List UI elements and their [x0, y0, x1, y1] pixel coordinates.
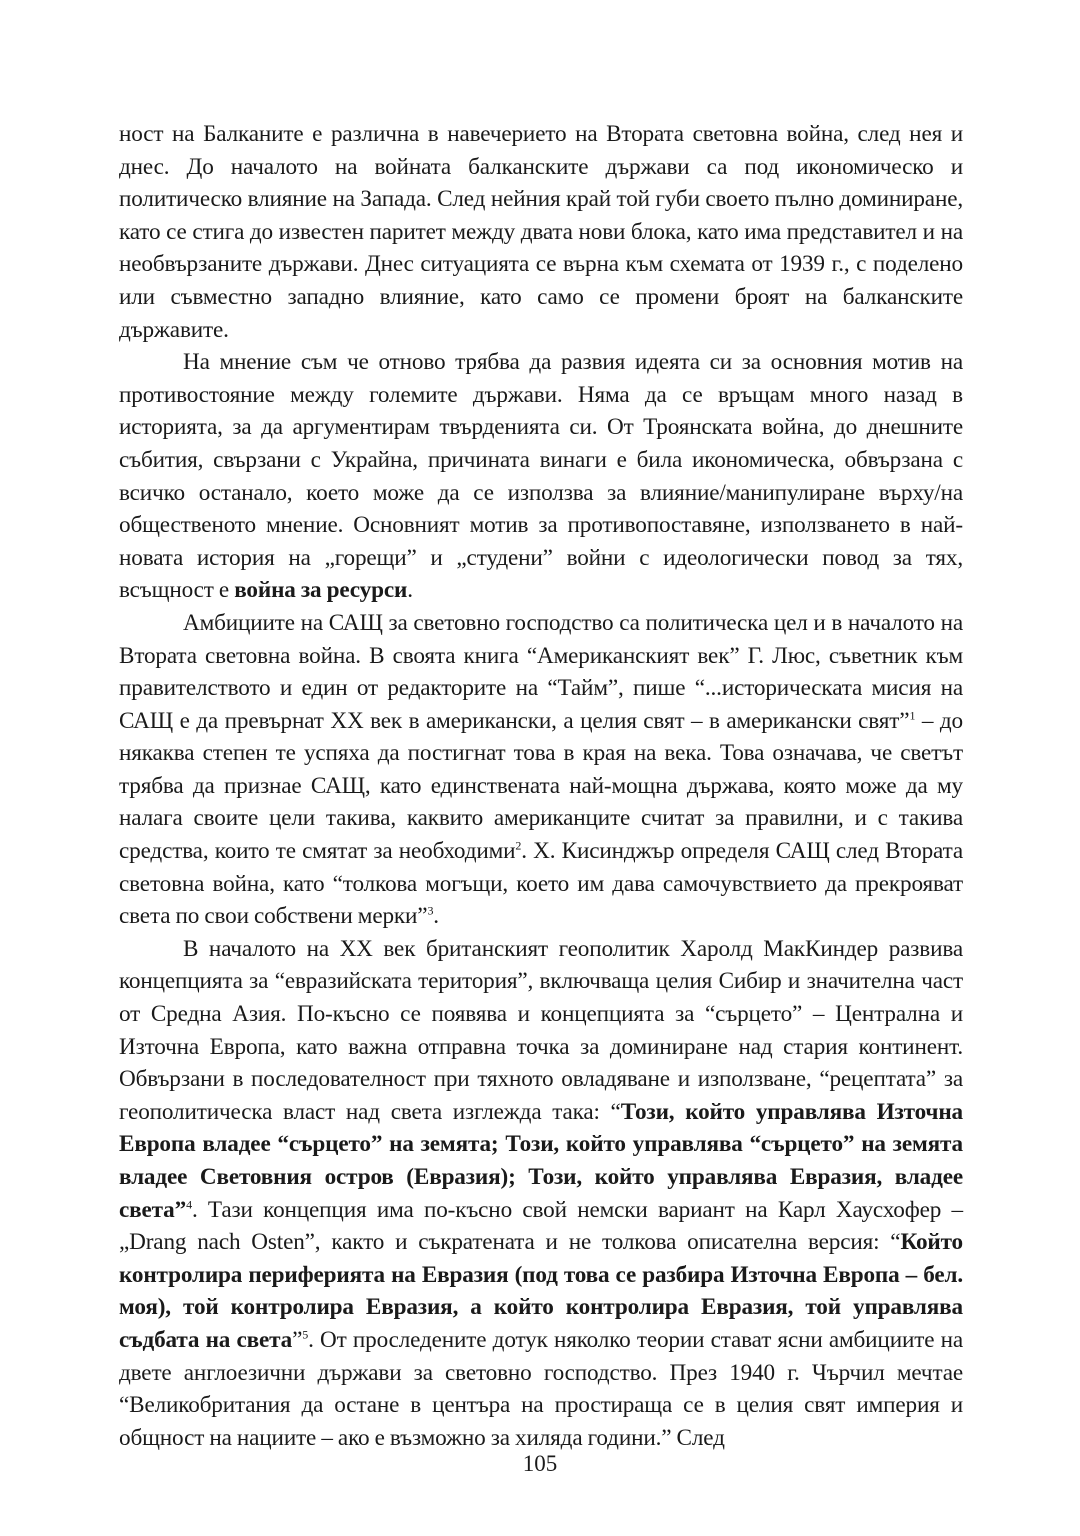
paragraph	[119, 933, 963, 1455]
text-run: . От проследените дотук няколко теории стават ясни амбициите на двете англоезични държави за световно господство. През 1940 г. Чърчил мечтае “Великобритания да остане в центъра на простираща се в целия свят империя и общност на нациите – ако е възможно за хиляда години.” След	[119, 1326, 963, 1451]
footnote-ref: 4	[186, 1196, 192, 1211]
text-run: ност на Балканите е различна в навечерието на Втората световна война, след нея и днес. До началото на войната балканските държави са под икономическо и политическо влияние на Запада. След нейния край той губи своето пълно доминиране, като се стига до известен паритет между двата нови блока, като има представител и на необвързаните държави. Днес ситуацията се върна към схемата от 1939 г., с поделено или съвместно западно влияние, като само се промени броят на балканските държавите.	[119, 121, 963, 343]
bold-text: война за ресурси	[234, 577, 408, 604]
footnote-ref: 5	[302, 1327, 309, 1342]
footnote-ref: 1	[909, 707, 916, 722]
text-run: .	[407, 577, 413, 604]
paragraph	[119, 346, 963, 607]
footnote-ref: 3	[427, 903, 434, 918]
text-run: .	[433, 903, 439, 930]
text-run: На мнение съм че отново трябва да развия идеята си за основния мотив на противостояние между големите държави. Няма да се връщам много назад в историята, за да аргументирам твърденията си. От Троянската война, до днешните събития, свързани с Украйна, причината винаги е била икономическа, обвързана с всичко останало, което може да се използва за влияние/манипулиране върху/на общественото мнение. Основният мотив за противопоставяне, използването в най-новата история на „горещи” и „студени” войни с идеологически повод за тях, всъщност е	[119, 349, 963, 604]
text-run: . Тази концепция има по-късно свой немски вариант на Карл Хаусхофер – „Drang nach Osten”, както и съкратената и не толкова описателна версия: “	[119, 1196, 963, 1256]
page-number: 105	[522, 1451, 558, 1476]
text-run: ”	[292, 1326, 303, 1353]
body-text	[119, 118, 963, 1454]
bold-text: Този, който управлява Източна Европа владее “сърцето” на земята; Този, който управлява “сърцето” на земята владее Световния остров (Евразия); Този, който управлява Евразия, владее света”	[119, 1098, 963, 1223]
footnote-ref: 2	[515, 838, 522, 853]
text-run: В началото на ХХ век британският геополитик Харолд МакКиндер развива концепцията за “евразийската територия”, включваща целия Сибир и значителна част от Средна Азия. По-късно се появява и концепцията за “сърцето” – Централна и Източна Европа, като важна отправна точка за доминиране над стария континент. Обвързани в последователност при тяхното овладяване и използване, “рецептата” за геополитическа власт над света изглежда така: “	[119, 935, 963, 1125]
paragraph	[119, 118, 963, 346]
text-run: . Х. Кисинджър определя САЩ след Втората световна война, като “толкова могъщи, което им дава самочувствието да прекрояват света по свои собствени мерки”	[119, 838, 963, 930]
bold-text: Който контролира периферията на Евразия (под това се разбира Източна Европа – бел. моя), той контролира Евразия, а който контролира Евразия, той управлява съдбата на света	[119, 1229, 963, 1353]
paragraph	[119, 607, 963, 933]
text-run: Амбициите на САЩ за световно господство са политическа цел и в началото на Втората световна война. В своята книга “Американският век” Г. Люс, съветник към правителството и един от редакторите на “Тайм”, пише “...историческата мисия на САЩ е да превърнат ХХ век в американски, а целия свят – в американски свят”	[119, 609, 963, 734]
text-run: – до някаква степен те успяха да постигнат това в края на века. Това означава, че светът трябва да признае САЩ, като единствената най-мощна държава, която може да му налага своите цели такива, каквито американците считат за правилни, и с такива средства, които те смятат за необходими	[119, 707, 963, 865]
